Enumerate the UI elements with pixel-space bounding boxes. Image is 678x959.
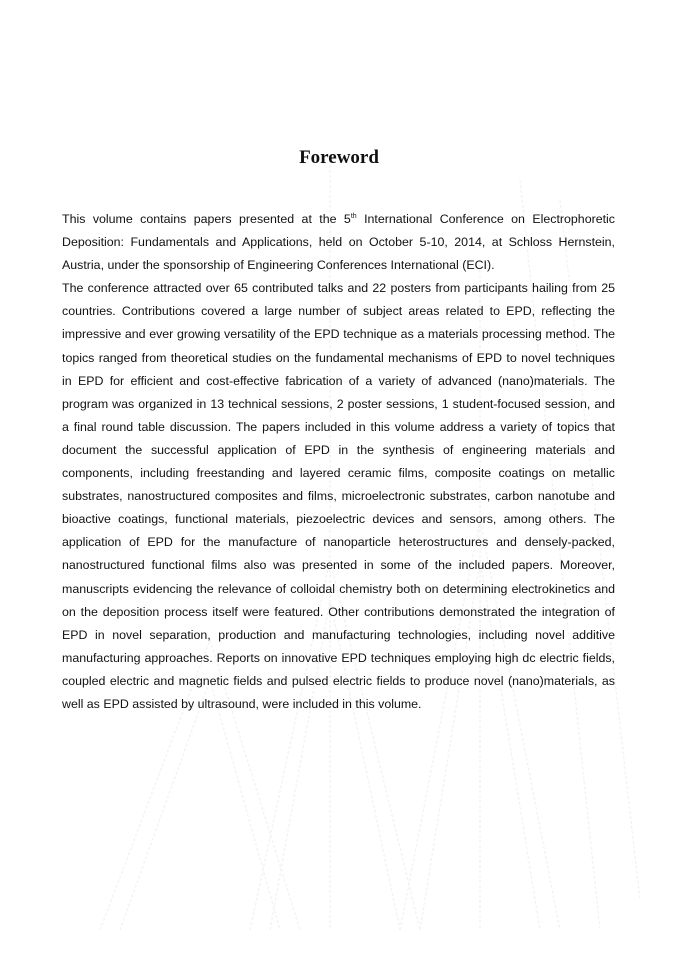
ordinal-superscript: th — [350, 213, 357, 220]
paragraph-1 — [62, 208, 615, 277]
paragraph-1-rest: International Conference on Electrophoretic Deposition: Fundamentals and Applications, held on October 5-10, 2014, at Schloss Hernstein, Austria, under the sponsorship of Engineering Conferences International (ECI). — [62, 212, 615, 273]
page-title: Foreword — [299, 147, 379, 168]
paragraph-1-lead: This volume contains papers presented at the 5 — [62, 212, 351, 226]
paragraph-2: The conference attracted over 65 contributed talks and 22 posters from participants hailing from 25 countries. Contributions covered a large number of subject areas related to EPD, reflecting the impressive and ever growing versatility of the EPD technique as a materials processing method. The topics ranged from theoretical studies on the fundamental mechanisms of EPD to novel techniques in EPD for efficient and cost-effective fabrication of a variety of advanced (nano)materials. The program was organized in 13 technical sessions, 2 poster sessions, 1 student-focused session, and a final round table discussion. The papers included in this volume address a variety of topics that document the successful application of EPD in the synthesis of engineering materials and components, including freestanding and layered ceramic films, composite coatings on metallic substrates, nanostructured composites and films, microelectronic substrates, carbon nanotube and bioactive coatings, functional materials, piezoelectric devices and sensors, among others. The application of EPD for the manufacture of nanoparticle heterostructures and densely-packed, nanostructured functional films also was presented in some of the included papers. Moreover, manuscripts evidencing the relevance of colloidal chemistry both on determining electrokinetics and on the deposition process itself were featured. Other contributions demonstrated the integration of EPD in novel separation, production and manufacturing technologies, including novel additive manufacturing approaches. Reports on innovative EPD techniques employing high dc electric fields, coupled electric and magnetic fields and pulsed electric fields to produce novel (nano)materials, as well as EPD assisted by ultrasound, were included in this volume. — [62, 281, 615, 711]
foreword-body — [62, 208, 615, 716]
